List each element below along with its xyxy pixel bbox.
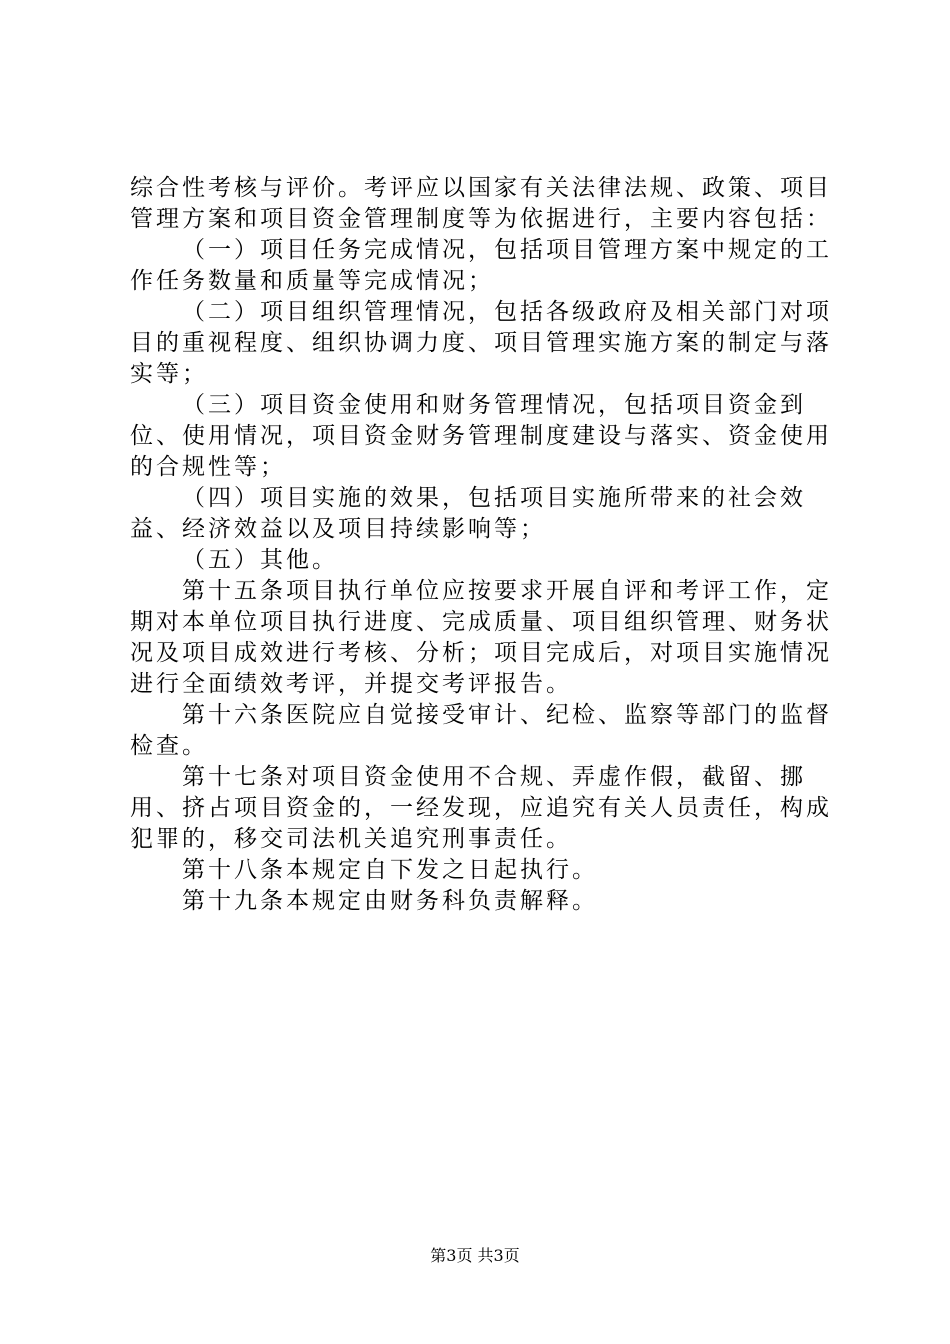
paragraph-2: （二）项目组织管理情况，包括各级政府及相关部门对项目的重视程度、组织协调力度、项目管理实施方案的制定与落实等； [130, 299, 832, 387]
page-footer: 第3页 共3页 [430, 1246, 520, 1265]
paragraph-9: 第十八条本规定自下发之日起执行。 [182, 857, 598, 883]
paragraph-3: （三）项目资金使用和财务管理情况，包括项目资金到位、使用情况，项目资金财务管理制度建设与落实、资金使用的合规性等； [130, 392, 832, 480]
paragraph-4: （四）项目实施的效果，包括项目实施所带来的社会效益、经济效益以及项目持续影响等； [130, 485, 806, 542]
paragraph-7: 第十六条医院应自觉接受审计、纪检、监察等部门的监督检查。 [130, 702, 832, 759]
paragraph-10: 第十九条本规定由财务科负责解释。 [182, 888, 598, 914]
paragraph-0: 综合性考核与评价。考评应以国家有关法律法规、政策、项目管理方案和项目资金管理制度等为依据进行，主要内容包括： [130, 175, 832, 232]
document-body [130, 173, 835, 917]
paragraph-6: 第十五条项目执行单位应按要求开展自评和考评工作，定期对本单位项目执行进度、完成质量、项目组织管理、财务状况及项目成效进行考核、分析；项目完成后，对项目实施情况进行全面绩效考评，并提交考评报告。 [130, 578, 832, 697]
paragraph-8: 第十七条对项目资金使用不合规、弄虚作假，截留、挪用、挤占项目资金的，一经发现，应追究有关人员责任，构成犯罪的，移交司法机关追究刑事责任。 [130, 764, 832, 852]
paragraph-5: （五）其他。 [182, 547, 338, 573]
paragraph-1: （一）项目任务完成情况，包括项目管理方案中规定的工作任务数量和质量等完成情况； [130, 237, 832, 294]
